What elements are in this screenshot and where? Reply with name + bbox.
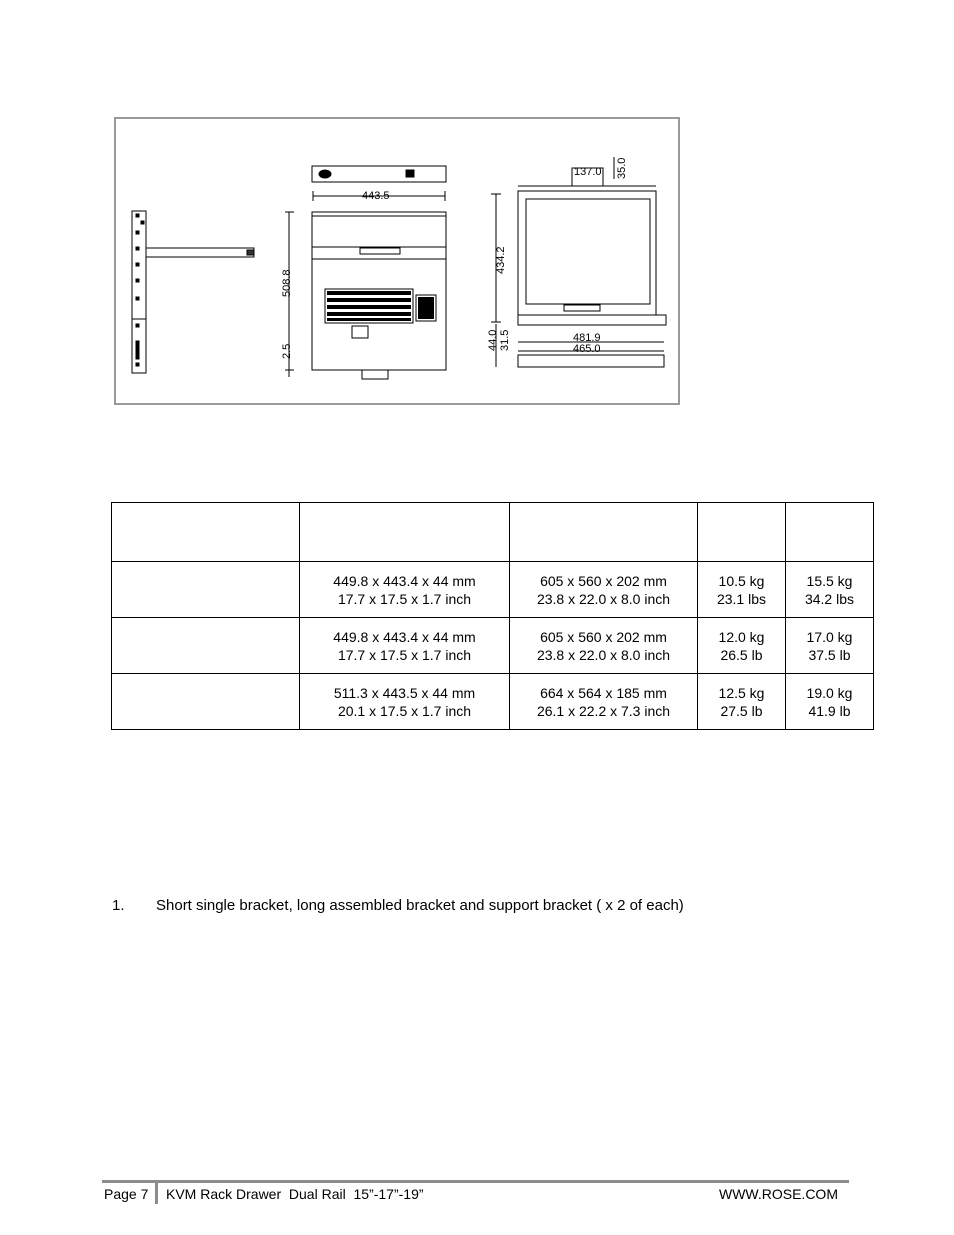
dimension-cell (300, 618, 510, 674)
shipping-inch: 26.1 x 22.2 x 7.3 inch (536, 702, 671, 719)
dimension-mm: 449.8 x 443.4 x 44 mm (333, 628, 476, 645)
dim-width-outer: 481.9 (573, 332, 601, 344)
shipping-weight-cell (786, 562, 874, 618)
header-cell (698, 503, 786, 562)
page-number: Page 7 (104, 1186, 149, 1202)
shipping-dimension-cell (510, 674, 698, 730)
model-cell (112, 618, 300, 674)
shipping-weight-cell (786, 674, 874, 730)
specification-table (111, 502, 874, 730)
shipping-mm: 605 x 560 x 202 mm (540, 628, 667, 645)
footer-separator (155, 1182, 158, 1204)
dimension-inch: 20.1 x 17.5 x 1.7 inch (337, 702, 472, 719)
dim-handle-width: 137.0 (574, 166, 602, 178)
website-link[interactable]: WWW.ROSE.COM (719, 1186, 838, 1202)
table-header-row (112, 503, 874, 562)
shipping-inch: 23.8 x 22.0 x 8.0 inch (536, 646, 671, 663)
weight-kg: 10.5 kg (718, 572, 765, 589)
dim-width-inner: 465.0 (573, 343, 601, 355)
dim-height-front: 508.8 (281, 269, 293, 297)
weight-cell (698, 562, 786, 618)
shipping-mm: 664 x 564 x 185 mm (540, 684, 667, 701)
dim-width-front: 443.5 (362, 190, 390, 202)
list-text: Short single bracket, long assembled bracket and support bracket ( x 2 of each) (156, 897, 684, 914)
dimension-cell (300, 562, 510, 618)
model-cell (112, 562, 300, 618)
footer-divider (102, 1180, 849, 1183)
weight-lb: 26.5 lb (720, 646, 763, 663)
dim-handle-height: 35.0 (616, 157, 628, 179)
document-title: KVM Rack Drawer Dual Rail 15”-17”-19” (166, 1186, 424, 1202)
header-cell (300, 503, 510, 562)
shipping-mm: 605 x 560 x 202 mm (540, 572, 667, 589)
weight-kg: 12.5 kg (718, 684, 765, 701)
shipping-weight-kg: 15.5 kg (806, 572, 853, 589)
shipping-weight-kg: 17.0 kg (806, 628, 853, 645)
side-view-drawing (132, 211, 254, 373)
table-row (112, 674, 874, 730)
weight-lb: 23.1 lbs (716, 590, 767, 607)
dimension-mm: 511.3 x 443.5 x 44 mm (333, 684, 476, 701)
weight-cell (698, 618, 786, 674)
dimension-drawing (114, 117, 680, 405)
dimension-inch: 17.7 x 17.5 x 1.7 inch (337, 590, 472, 607)
dimension-mm: 449.8 x 443.4 x 44 mm (333, 572, 476, 589)
header-cell (510, 503, 698, 562)
page-footer (104, 1186, 844, 1206)
dimension-cell (300, 674, 510, 730)
table-row (112, 562, 874, 618)
shipping-weight-kg: 19.0 kg (806, 684, 853, 701)
shipping-dimension-cell (510, 562, 698, 618)
weight-kg: 12.0 kg (718, 628, 765, 645)
model-cell (112, 674, 300, 730)
table-row (112, 618, 874, 674)
weight-cell (698, 674, 786, 730)
shipping-weight-lb: 37.5 lb (808, 646, 851, 663)
weight-lb: 27.5 lb (720, 702, 763, 719)
shipping-dimension-cell (510, 618, 698, 674)
shipping-weight-lb: 34.2 lbs (804, 590, 855, 607)
header-cell (112, 503, 300, 562)
list-number: 1. (112, 897, 125, 914)
dim-offset-small: 2.5 (281, 343, 293, 359)
dim-depth-a: 44.0 (487, 329, 499, 351)
dim-height-side: 434.2 (495, 246, 507, 274)
header-cell (786, 503, 874, 562)
shipping-weight-lb: 41.9 lb (808, 702, 851, 719)
dim-depth-b: 31.5 (499, 329, 511, 351)
shipping-inch: 23.8 x 22.0 x 8.0 inch (536, 590, 671, 607)
dimension-inch: 17.7 x 17.5 x 1.7 inch (337, 646, 472, 663)
shipping-weight-cell (786, 618, 874, 674)
